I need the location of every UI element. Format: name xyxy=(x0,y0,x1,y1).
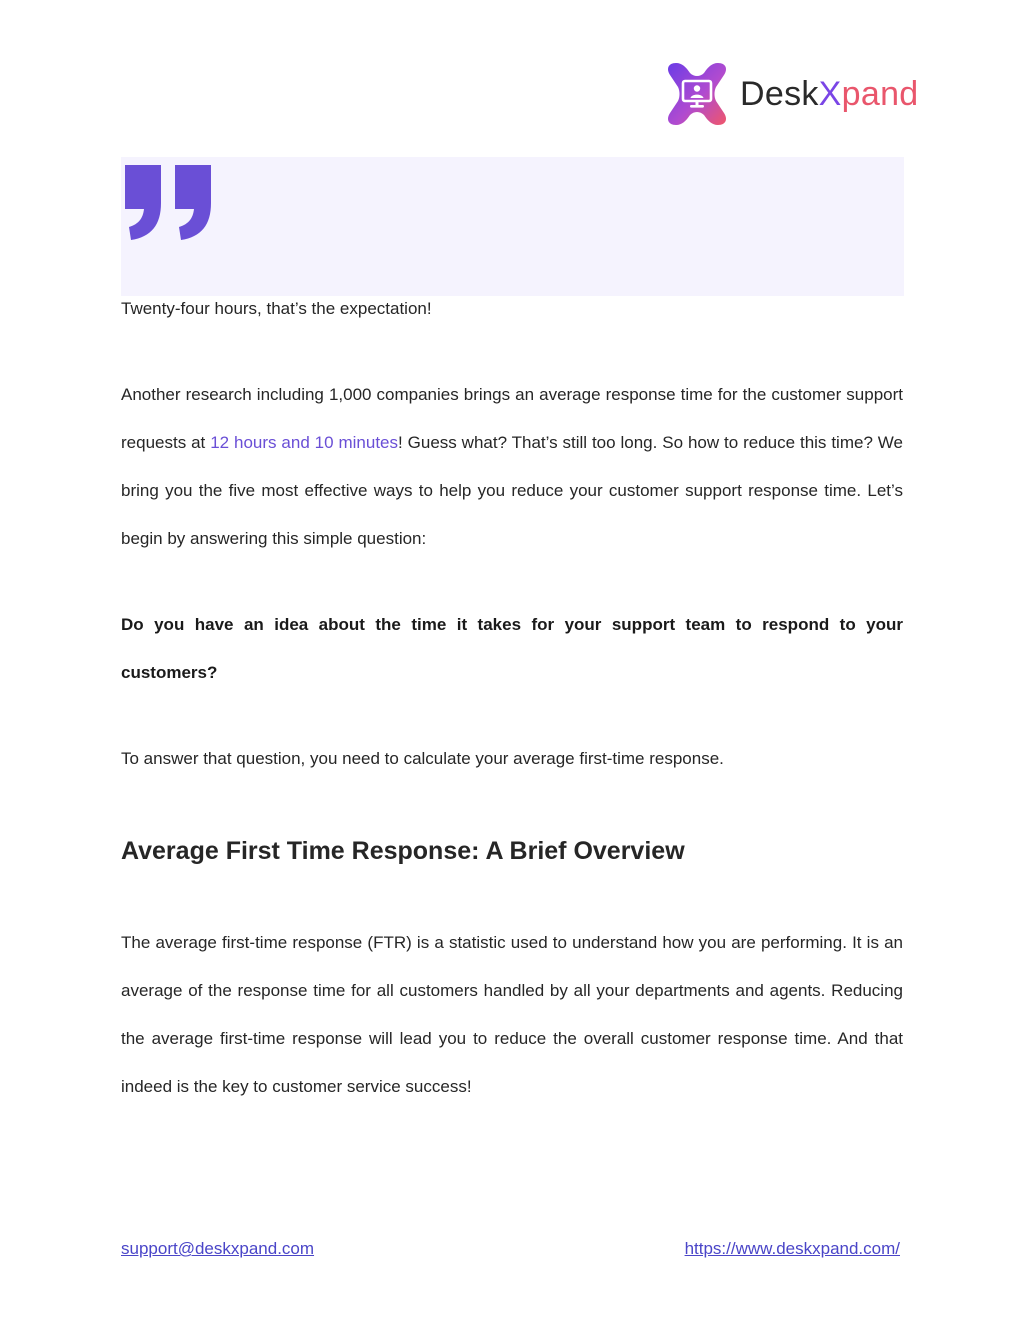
footer-url-link[interactable]: https://www.deskxpand.com/ xyxy=(684,1239,900,1258)
quotation-mark-icon xyxy=(123,161,215,241)
intro-paragraph: Twenty-four hours, that’s the expectation! xyxy=(121,299,432,318)
overview-paragraph: The average first-time response (FTR) is a statistic used to understand how you are performing. It is an average of the response time for all customers handled by all your departments and agents. Reducing the average first-time response will lead you to reduce the overall customer response time. And that indeed is the key to customer service success! xyxy=(121,933,903,1096)
brand-logo xyxy=(664,60,919,128)
brand-name: DeskXpand xyxy=(740,75,919,113)
answer-paragraph: To answer that question, you need to calculate your average first-time response. xyxy=(121,749,724,768)
quote-box xyxy=(121,157,904,296)
footer-email-link[interactable]: support@deskxpand.com xyxy=(121,1239,315,1258)
section-heading: Average First Time Response: A Brief Overview xyxy=(121,837,685,865)
research-paragraph: Another research including 1,000 companies brings an average response time for the customer support requests at 12 hours and 10 minutes! Guess what? That’s still too long. So how to reduce this time? We bring you the five most effective ways to help you reduce your customer support response time. Let’s begin by answering this simple question: xyxy=(121,385,903,548)
question-paragraph: Do you have an idea about the time it takes for your support team to respond to your customers? xyxy=(121,615,903,682)
response-time-link[interactable]: 12 hours and 10 minutes xyxy=(210,433,399,452)
monitor-user-icon xyxy=(664,61,730,127)
